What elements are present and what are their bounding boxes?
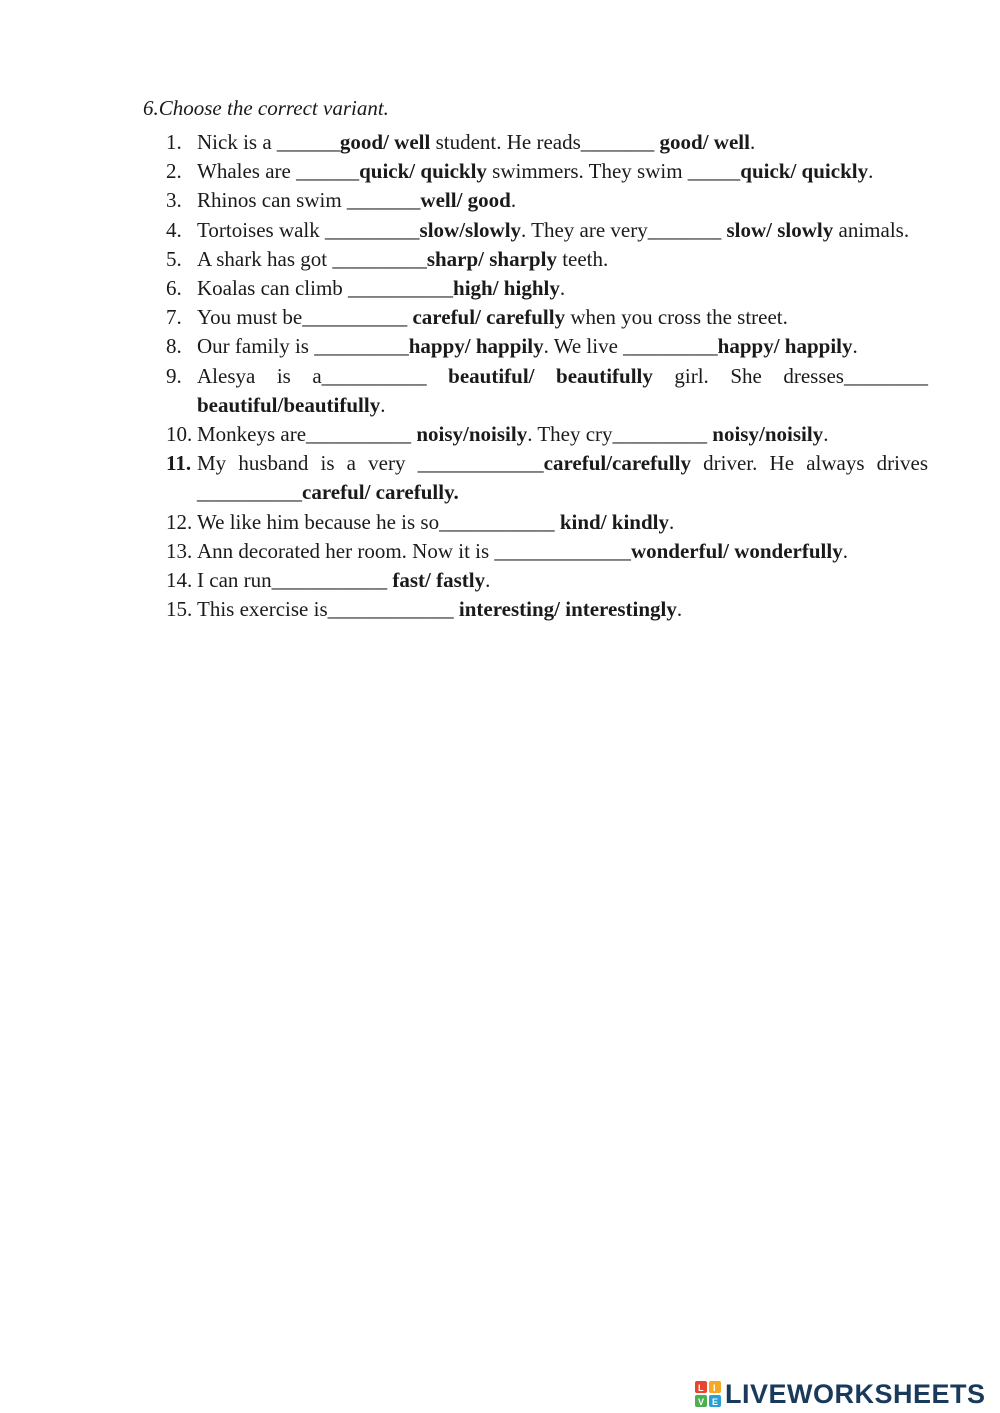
liveworksheets-logo-icon [695,1381,721,1407]
item-number: 9. [166,363,182,388]
item-number: 11. [166,451,192,476]
item-number: 10. [166,422,193,447]
item-number: 6. [166,276,182,301]
item-number: 12. [166,509,193,534]
item-text: Rhinos can swim _______well/ good. [197,188,517,213]
svg-text:L: L [698,1383,704,1393]
item-number: 3. [166,188,182,213]
item-text: Our family is _________happy/ happily. We live _________happy/ happily. [197,334,858,359]
item-text: This exercise is____________ interesting/ interestingly. [197,597,683,622]
item-number: 1. [166,130,182,154]
item-number: 14. [166,568,193,593]
list-item [0,274,1000,303]
exercise-list [0,128,1000,624]
item-text: Tortoises walk _________slow/slowly. They are very_______ slow/ slowly animals. [197,217,910,242]
list-item [0,303,1000,332]
item-text: My husband is a very ____________careful/carefully driver. He always drives __________careful/ carefully. [197,451,928,505]
item-number: 13. [166,538,193,563]
svg-text:I: I [713,1383,716,1393]
list-item [0,332,1000,361]
item-text: Alesya is a__________ beautiful/ beautifully girl. She dresses________ beautiful/beautifully. [197,363,928,417]
list-item [0,186,1000,215]
item-number: 15. [166,597,193,622]
item-text: Whales are ______quick/ quickly swimmers. They swim _____quick/ quickly. [197,159,874,184]
item-text: Monkeys are__________ noisy/noisily. They cry_________ noisy/noisily. [197,422,829,447]
list-item [0,157,1000,186]
logo-text: LIVEWORKSHEETS [725,1379,986,1409]
list-item [0,128,1000,157]
item-number: 7. [166,305,182,330]
list-item [0,362,1000,420]
item-number: 2. [166,159,182,184]
list-item [0,566,1000,595]
item-number: 5. [166,246,182,271]
list-item [0,595,1000,624]
item-text: We like him because he is so___________ kind/ kindly. [197,509,675,534]
item-text: You must be__________ careful/ carefully when you cross the street. [197,305,788,330]
svg-text:V: V [698,1397,705,1407]
item-text: I can run___________ fast/ fastly. [197,568,491,593]
liveworksheets-logo[interactable] [695,1378,986,1410]
list-item [0,537,1000,566]
item-text: A shark has got _________sharp/ sharply teeth. [197,246,609,271]
list-item [0,245,1000,274]
item-number: 4. [166,217,182,242]
list-item [0,216,1000,245]
list-item [0,449,1000,507]
list-item [0,508,1000,537]
list-item [0,420,1000,449]
item-text: Koalas can climb __________high/ highly. [197,276,566,301]
svg-text:E: E [712,1397,719,1407]
item-number: 8. [166,334,182,359]
exercise-title: 6.Choose the correct variant. [143,96,389,120]
item-text: Ann decorated her room. Now it is _____________wonderful/ wonderfully. [197,538,848,563]
item-text: Nick is a ______good/ well student. He reads_______ good/ well. [197,130,756,154]
